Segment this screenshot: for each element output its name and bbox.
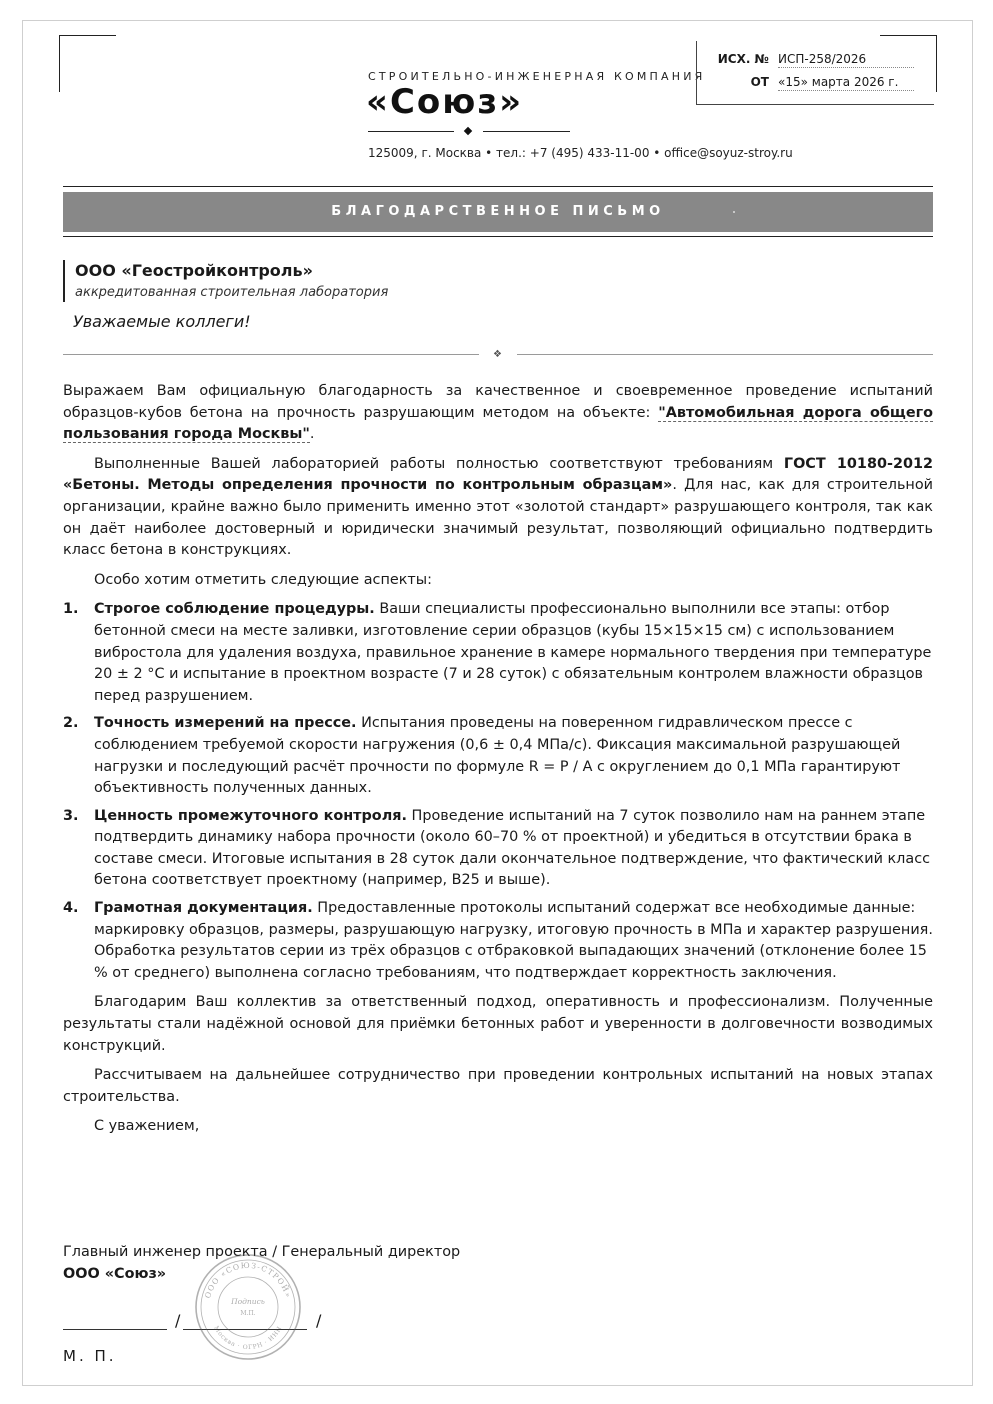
ornament-line-right	[483, 131, 570, 132]
header-rule-bottom	[63, 236, 933, 237]
reference-number-value: ИСП-258/2026	[778, 52, 914, 68]
company-tagline: СТРОИТЕЛЬНО-ИНЖЕНЕРНАЯ КОМПАНИЯ	[368, 70, 706, 83]
signature-separator: /	[316, 1311, 322, 1330]
aspects-list	[63, 599, 933, 984]
list-item-title: Ценность промежуточного контроля.	[94, 807, 407, 824]
addressee-description: аккредитованная строительная лаборатория	[75, 285, 389, 300]
standard-name: ГОСТ 10180-2012 «Бетоны. Методы определения прочности по контрольным образцам»	[63, 455, 933, 494]
signature-line	[63, 1329, 167, 1330]
header-rule-top	[63, 186, 933, 187]
reference-date-label: ОТ	[750, 75, 769, 89]
list-item-title: Грамотная документация.	[94, 900, 313, 917]
list-item: 4. Грамотная документация. Предоставленные протоколы испытаний содержат все необходимые данные: маркировку образцов, размеры, разрушающую нагрузку, итоговую прочность в МПа и характер разрушения. Обработка результатов серии из трёх образцов с отбраковкой выпадающих значений (отклонение более 15 % от среднего) выполнена согласно требованиям, что подтверждает корректность заключения.	[63, 900, 933, 981]
document-title: БЛАГОДАРСТВЕННОЕ ПИСЬМО	[331, 204, 665, 219]
salutation: Уважаемые коллеги!	[73, 312, 251, 331]
list-item-title: Точность измерений на прессе.	[94, 715, 357, 732]
signer-organization: ООО «Союз»	[63, 1266, 167, 1282]
stamp-center-line1: Подпись	[231, 1297, 265, 1306]
signer-position: Главный инженер проекта / Генеральный директор	[63, 1244, 461, 1260]
title-banner	[63, 192, 933, 232]
reference-box	[696, 41, 934, 105]
company-stamp-icon	[193, 1252, 303, 1362]
signature-separator: /	[175, 1311, 181, 1330]
divider-left	[63, 354, 479, 355]
reference-date-value: «15» марта 2026 г.	[778, 75, 914, 91]
paragraph-aspects-intro: Особо хотим отметить следующие аспекты:	[94, 571, 433, 588]
list-item: 1. Строгое соблюдение процедуры. Ваши специалисты профессионально выполнили все этапы: отбор бетонной смеси на месте заливки, изготовление серии образцов (кубы 15×15×15 см) с использованием вибростола для удаления воздуха, правильное хранение в камере нормального твердения при температуре 20 ± 2 °C и испытание в проектном возрасте (7 и 28 суток) с обязательным контролем влажности образцов перед разрушением.	[63, 601, 932, 704]
addressee-name: ООО «Геостройконтроль»	[75, 261, 313, 280]
ornament-line-left	[368, 131, 454, 132]
company-name: «Союз»	[366, 82, 524, 122]
ornament-icon: ❖	[493, 349, 502, 360]
stamp-center-line2: М.П.	[240, 1310, 256, 1317]
closing: С уважением,	[94, 1118, 200, 1135]
divider-right	[517, 354, 933, 355]
paragraph-standard: Выполненные Вашей лабораторией работы полностью соответствуют требованиям ГОСТ 10180-2012 «Бетоны. Методы определения прочности по контрольным образцам». Для нас, как для строительной организации, крайне важно было применить именно этот «золотой стандарт» разрушающего контроля, так как он даёт наиболее достоверный и юридически значимый результат, позволяющий официально подтвердить класс бетона в конструкциях.	[63, 455, 933, 559]
list-item-title: Строгое соблюдение процедуры.	[94, 601, 375, 618]
list-item: 3. Ценность промежуточного контроля. Проведение испытаний на 7 суток позволило нам на раннем этапе подтвердить динамику набора прочности (около 60–70 % от проектной) и убедиться в отсутствии брака в составе смеси. Итоговые испытания в 28 суток дали окончательное подтверждение, что фактический класс бетона соответствует проектному (например, B25 и выше).	[63, 807, 931, 889]
company-contacts: 125009, г. Москва • тел.: +7 (495) 433-11-00 • office@soyuz-stroy.ru	[368, 146, 793, 160]
paragraph-intro: Выражаем Вам официальную благодарность за качественное и своевременное проведение испытаний образцов-кубов бетона на прочность разрушающим методом на объекте: "Автомобильная дорога общего пользования города Москвы".	[63, 383, 933, 443]
list-item: 2. Точность измерений на прессе. Испытания проведены на поверенном гидравлическом прессе с соблюдением требуемой скорости нагружения (0,6 ± 0,4 МПа/с). Фиксация максимальной разрушающей нагрузки и последующий расчёт прочности по формуле R = P / A с округлением до 0,1 МПа гарантируют объективность полученных данных.	[63, 715, 901, 797]
reference-number-label: ИСХ. №	[717, 52, 769, 66]
stamp-outer-bottom: Москва · ОГРН · ИНН	[212, 1324, 284, 1352]
letter-body	[63, 381, 933, 1146]
paragraph-thanks: Благодарим Ваш коллектив за ответственный подход, оперативность и профессионализм. Полученные результаты стали надёжной основой для приёмки бетонных работ и уверенности в долговечности возводимых конструкций.	[63, 994, 933, 1054]
stamp-outer-top: ООО «СОЮЗ-СТРОЙ»	[203, 1260, 293, 1300]
addressee-bar	[63, 260, 65, 302]
seal-placeholder: М. П.	[63, 1347, 117, 1365]
corner-ornament-top-left	[59, 35, 116, 92]
dot-icon	[733, 211, 735, 213]
paragraph-cooperation: Рассчитываем на дальнейшее сотрудничество при проведении контрольных испытаний на новых этапах строительства.	[63, 1067, 933, 1105]
object-name: "Автомобильная дорога общего пользования города Москвы"	[63, 404, 933, 443]
